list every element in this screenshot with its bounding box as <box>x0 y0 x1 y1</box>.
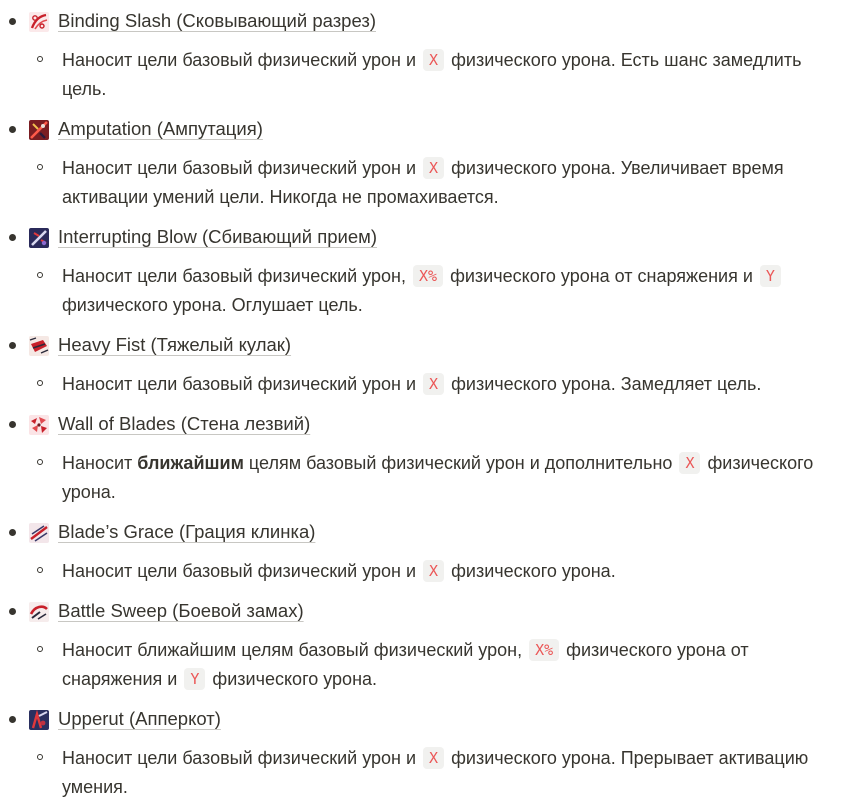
desc-text: физического урона. Увеличивает время активации умений цели. Никогда не промахивается. <box>62 158 784 207</box>
bullet-dot <box>9 716 16 723</box>
desc-bold-text: ближайшим <box>137 453 244 473</box>
skill-item <box>0 704 842 802</box>
skill-title-link[interactable]: Battle Sweep (Боевой замах) <box>58 600 304 621</box>
skill-item <box>0 517 842 586</box>
desc-text: физического урона. Замедляет цель. <box>451 374 762 394</box>
skill-item <box>0 596 842 694</box>
battle-sweep-icon <box>29 602 49 622</box>
amputation-icon <box>29 120 49 140</box>
desc-text: физического урона от снаряжения и <box>62 640 749 689</box>
heavy-fist-icon <box>29 336 49 356</box>
inline-code-value: X% <box>529 639 559 661</box>
desc-text: Наносит цели базовый физический урон, <box>62 266 406 286</box>
bullet-dot <box>9 529 16 536</box>
skill-title-link[interactable]: Blade’s Grace (Грация клинка) <box>58 521 316 542</box>
desc-text: физического урона от снаряжения и <box>450 266 753 286</box>
uppercut-icon <box>29 710 49 730</box>
sub-bullet-circle <box>37 272 43 278</box>
desc-text: целям базовый физический урон и дополнительно <box>248 453 673 473</box>
inline-code-value: X <box>423 747 444 769</box>
skill-description <box>0 449 842 507</box>
skill-title-link[interactable]: Heavy Fist (Тяжелый кулак) <box>58 334 292 355</box>
skill-description <box>0 744 842 802</box>
bullet-dot <box>9 421 16 428</box>
sub-bullet-circle <box>37 459 43 465</box>
inline-code-value: X <box>423 373 444 395</box>
desc-text: Наносит ближайшим целям базовый физический урон, <box>62 640 523 660</box>
inline-code-value: X <box>423 157 444 179</box>
sub-bullet-circle <box>37 380 43 386</box>
inline-code-value: Y <box>760 265 781 287</box>
skill-item <box>0 409 842 507</box>
desc-text: Наносит цели базовый физический урон и <box>62 374 417 394</box>
desc-text: Наносит цели базовый физический урон и <box>62 50 417 70</box>
skill-heading <box>0 330 842 360</box>
bullet-dot <box>9 608 16 615</box>
skill-title-link[interactable]: Amputation (Ампутация) <box>58 118 263 139</box>
desc-text: Наносит цели базовый физический урон и <box>62 158 417 178</box>
skill-heading <box>0 596 842 626</box>
skill-heading <box>0 517 842 547</box>
skill-description <box>0 557 842 586</box>
bullet-dot <box>9 18 16 25</box>
sub-bullet-circle <box>37 646 43 652</box>
sub-bullet-circle <box>37 56 43 62</box>
inline-code-value: X <box>423 560 444 582</box>
desc-text: Наносит цели базовый физический урон и <box>62 561 417 581</box>
inline-code-value: X <box>423 49 444 71</box>
inline-code-value: Y <box>184 668 205 690</box>
skill-description <box>0 154 842 212</box>
sub-bullet-circle <box>37 754 43 760</box>
wall-of-blades-icon <box>29 415 49 435</box>
bullet-dot <box>9 126 16 133</box>
bullet-dot <box>9 234 16 241</box>
skill-description <box>0 46 842 104</box>
skill-title-link[interactable]: Binding Slash (Сковывающий разрез) <box>58 10 376 31</box>
desc-text: физического урона. <box>451 561 616 581</box>
skill-heading <box>0 704 842 734</box>
sub-bullet-circle <box>37 567 43 573</box>
inline-code-value: X <box>679 452 700 474</box>
desc-text: физического урона. Есть шанс замедлить цель. <box>62 50 802 99</box>
skill-item <box>0 6 842 104</box>
desc-text: физического урона. <box>62 453 814 502</box>
sub-bullet-circle <box>37 164 43 170</box>
desc-text: физического урона. Прерывает активацию умения. <box>62 748 809 797</box>
skill-title-link[interactable]: Upperut (Апперкот) <box>58 708 221 729</box>
inline-code-value: X% <box>413 265 443 287</box>
skill-title-link[interactable]: Interrupting Blow (Сбивающий прием) <box>58 226 378 247</box>
desc-text: физического урона. <box>212 669 378 689</box>
bullet-dot <box>9 342 16 349</box>
skill-heading <box>0 114 842 144</box>
binding-slash-icon <box>29 12 49 32</box>
skill-description <box>0 370 842 399</box>
desc-text: физического урона. Оглушает цель. <box>62 295 363 315</box>
blades-grace-icon <box>29 523 49 543</box>
desc-text: Наносит цели базовый физический урон и <box>62 748 417 768</box>
interrupting-blow-icon <box>29 228 49 248</box>
skill-title-link[interactable]: Wall of Blades (Стена лезвий) <box>58 413 311 434</box>
skill-item <box>0 330 842 399</box>
skill-heading <box>0 222 842 252</box>
desc-text: Наносит <box>62 453 133 473</box>
skill-description <box>0 262 842 320</box>
skill-description <box>0 636 842 694</box>
skill-heading <box>0 6 842 36</box>
skill-item <box>0 114 842 212</box>
skill-item <box>0 222 842 320</box>
skill-heading <box>0 409 842 439</box>
